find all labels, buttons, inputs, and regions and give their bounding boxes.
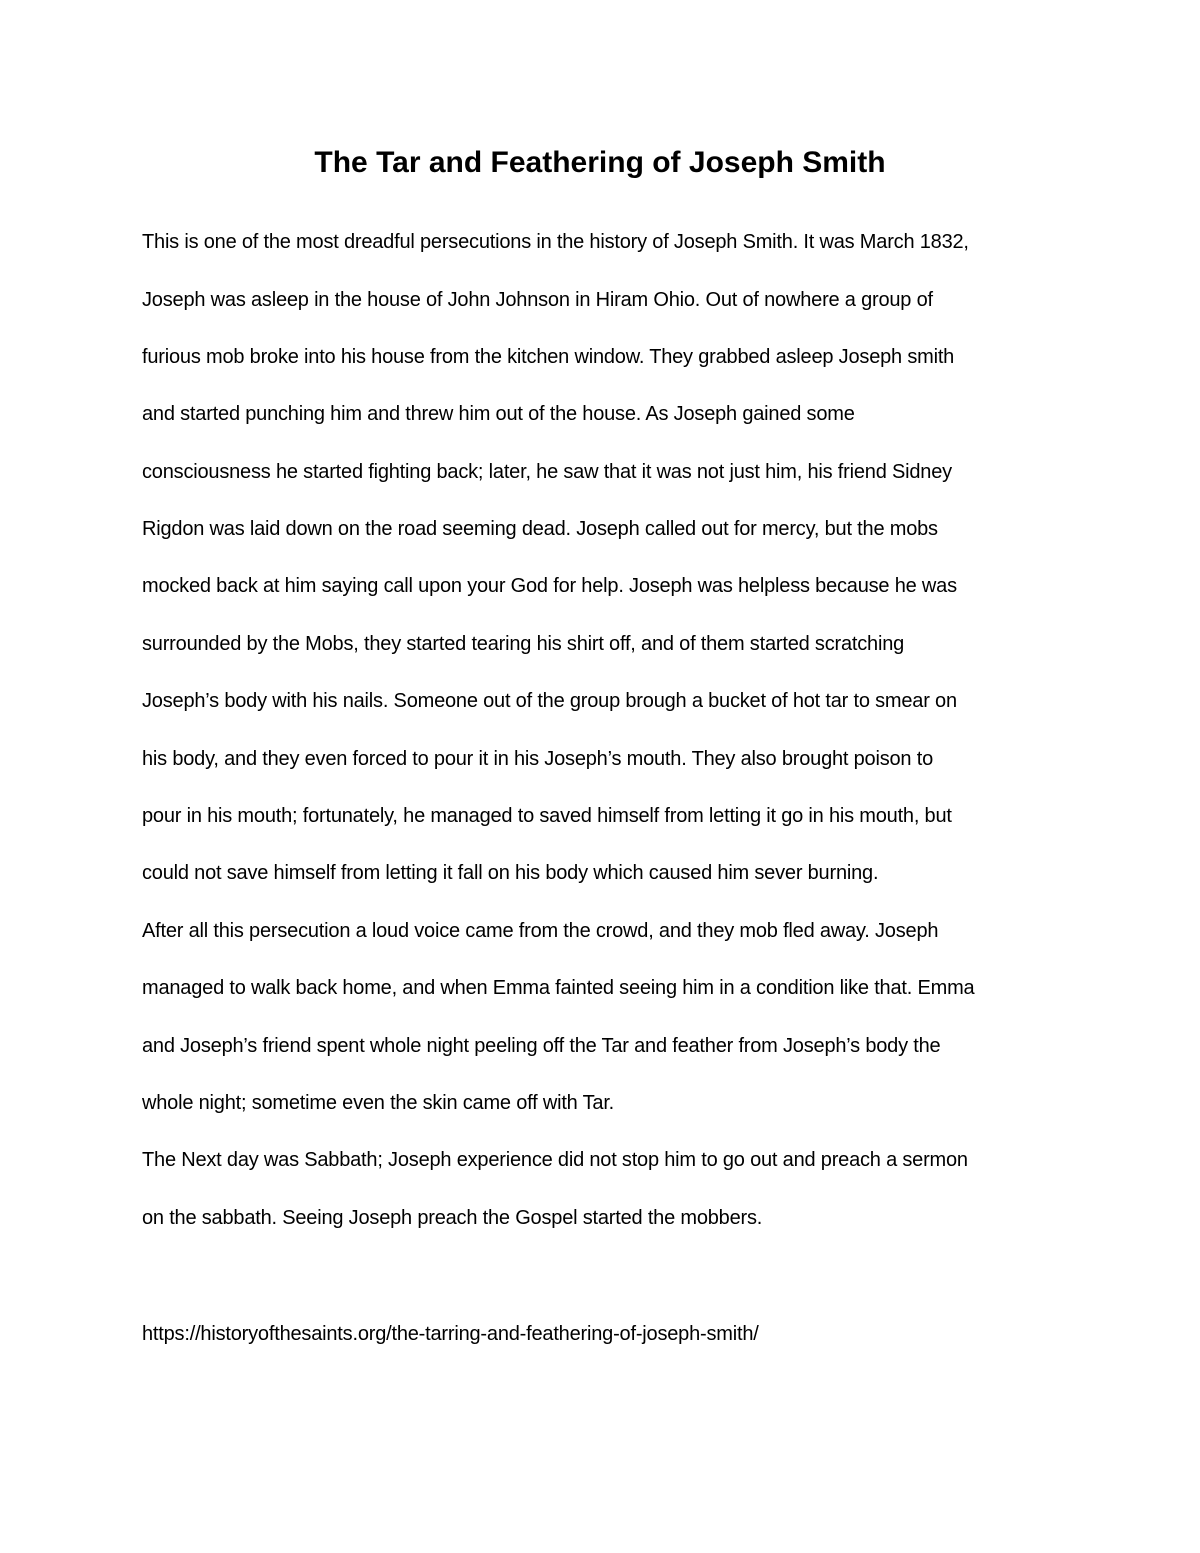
body-line: furious mob broke into his house from the kitchen window. They grabbed asleep Joseph smith [142, 346, 955, 368]
body-line: and started punching him and threw him out of the house. As Joseph gained some [142, 403, 855, 425]
body-line: Rigdon was laid down on the road seeming dead. Joseph called out for mercy, but the mobs [142, 518, 938, 540]
body-line: pour in his mouth; fortunately, he managed to saved himself from letting it go in his mouth, but [142, 805, 952, 827]
body-line: his body, and they even forced to pour it in his Joseph’s mouth. They also brought poison to [142, 748, 933, 770]
body-line: managed to walk back home, and when Emma fainted seeing him in a condition like that. Emma [142, 977, 975, 999]
body-line: The Next day was Sabbath; Joseph experience did not stop him to go out and preach a sermon [142, 1149, 968, 1171]
document-title: The Tar and Feathering of Joseph Smith [314, 146, 886, 179]
body-line: After all this persecution a loud voice came from the crowd, and they mob fled away. Joseph [142, 920, 939, 942]
body-line: This is one of the most dreadful persecutions in the history of Joseph Smith. It was March 1832, [142, 231, 969, 253]
body-line: could not save himself from letting it fall on his body which caused him sever burning. [142, 862, 879, 884]
body-line: surrounded by the Mobs, they started tearing his shirt off, and of them started scratching [142, 633, 905, 655]
body-line: Joseph’s body with his nails. Someone out of the group brough a bucket of hot tar to smear on [142, 690, 957, 712]
body-line: consciousness he started fighting back; later, he saw that it was not just him, his friend Sidney [142, 461, 952, 483]
body-line: on the sabbath. Seeing Joseph preach the Gospel started the mobbers. [142, 1207, 763, 1229]
body-line: mocked back at him saying call upon your God for help. Joseph was helpless because he was [142, 575, 957, 597]
body-line: whole night; sometime even the skin came off with Tar. [142, 1092, 615, 1114]
body-line: Joseph was asleep in the house of John Johnson in Hiram Ohio. Out of nowhere a group of [142, 289, 933, 311]
body-line: and Joseph’s friend spent whole night peeling off the Tar and feather from Joseph’s body the [142, 1035, 941, 1057]
source-url: https://historyofthesaints.org/the-tarring-and-feathering-of-joseph-smith/ [142, 1323, 759, 1345]
